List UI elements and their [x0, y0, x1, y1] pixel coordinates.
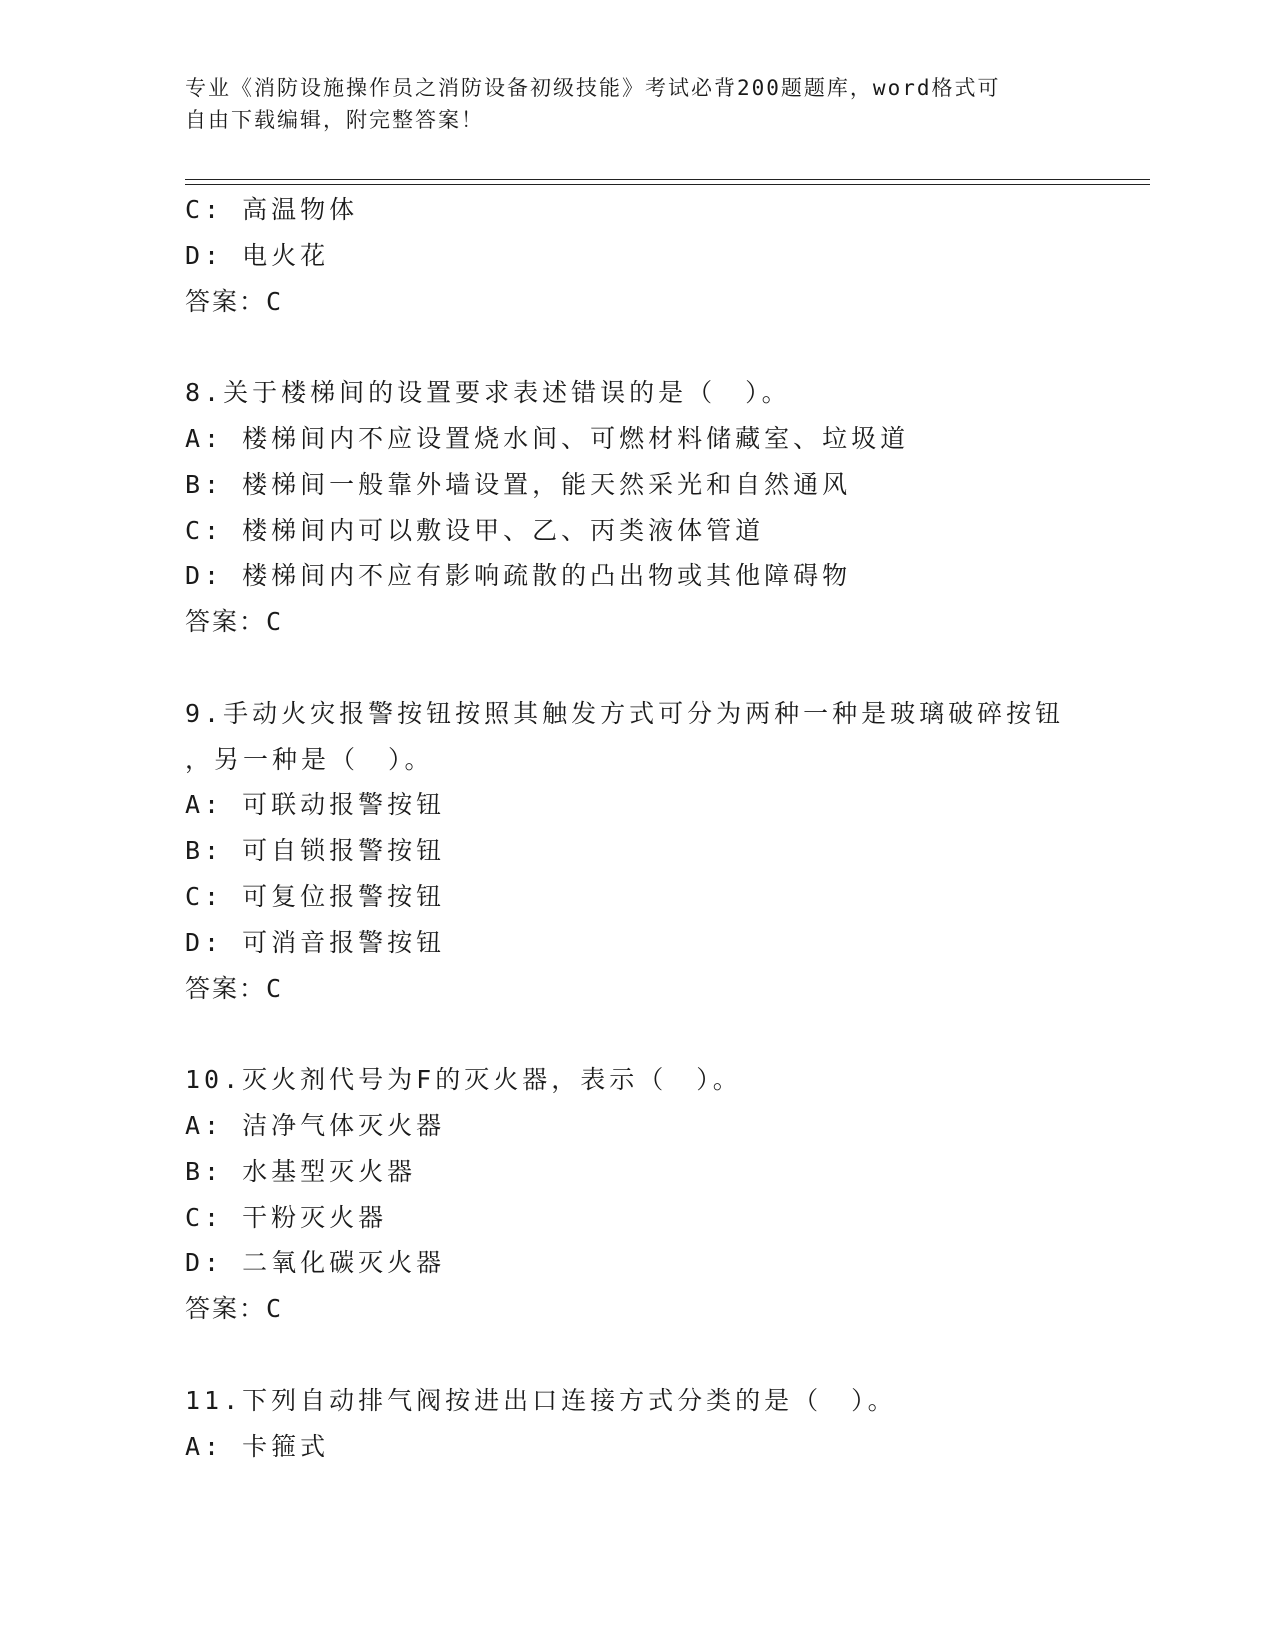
option-a: A: 可联动报警按钮	[185, 790, 446, 820]
header-divider-bottom	[185, 184, 1150, 185]
header-divider-top	[185, 179, 1150, 180]
option-d: D: 可消音报警按钮	[185, 927, 446, 957]
spacer	[185, 1332, 1115, 1378]
spacer	[185, 1011, 1115, 1057]
option-b: B: 可自锁报警按钮	[185, 836, 446, 866]
answer-line: 答案：C	[185, 973, 284, 1003]
option-a: A: 卡箍式	[185, 1431, 330, 1461]
question-9	[185, 691, 1115, 1012]
question-stem-continued: ，另一种是（ ）。	[185, 744, 434, 774]
spacer	[185, 324, 1115, 370]
header-title-line-2: 自由下载编辑，附完整答案！	[185, 108, 484, 132]
option-c: C: 高温物体	[185, 195, 359, 224]
question-stem: 8.关于楼梯间的设置要求表述错误的是（ ）。	[185, 378, 791, 408]
option-c: C: 可复位报警按钮	[185, 881, 446, 911]
question-stem: 10.灭火剂代号为F的灭火器，表示（ ）。	[185, 1065, 742, 1095]
question-10	[185, 1057, 1115, 1332]
question-11	[185, 1378, 1115, 1470]
question-8	[185, 370, 1115, 645]
answer-line: 答案：C	[185, 1294, 284, 1324]
option-d: D: 楼梯间内不应有影响疏散的凸出物或其他障碍物	[185, 561, 852, 591]
answer-line: 答案：C	[185, 607, 284, 637]
option-b: B: 楼梯间一般靠外墙设置，能天然采光和自然通风	[185, 469, 852, 499]
spacer	[185, 645, 1115, 691]
question-stem: 11.下列自动排气阀按进出口连接方式分类的是（ ）。	[185, 1385, 897, 1415]
question-list	[185, 187, 1115, 1469]
option-b: B: 水基型灭火器	[185, 1156, 417, 1186]
answer-line: 答案：C	[185, 286, 284, 316]
option-a: A: 楼梯间内不应设置烧水间、可燃材料储藏室、垃圾道	[185, 423, 910, 453]
header-title-line-1: 专业《消防设施操作员之消防设备初级技能》考试必背200题题库，word格式可	[185, 76, 1001, 100]
question-7-tail	[185, 187, 1115, 324]
question-stem: 9.手动火灾报警按钮按照其触发方式可分为两种一种是玻璃破碎按钮	[185, 698, 1065, 728]
option-d: D: 二氧化碳灭火器	[185, 1248, 446, 1278]
document-header	[185, 72, 1085, 136]
option-c: C: 干粉灭火器	[185, 1202, 388, 1232]
option-d: D: 电火花	[185, 240, 330, 270]
option-a: A: 洁净气体灭火器	[185, 1110, 446, 1140]
option-c: C: 楼梯间内可以敷设甲、乙、丙类液体管道	[185, 515, 765, 545]
